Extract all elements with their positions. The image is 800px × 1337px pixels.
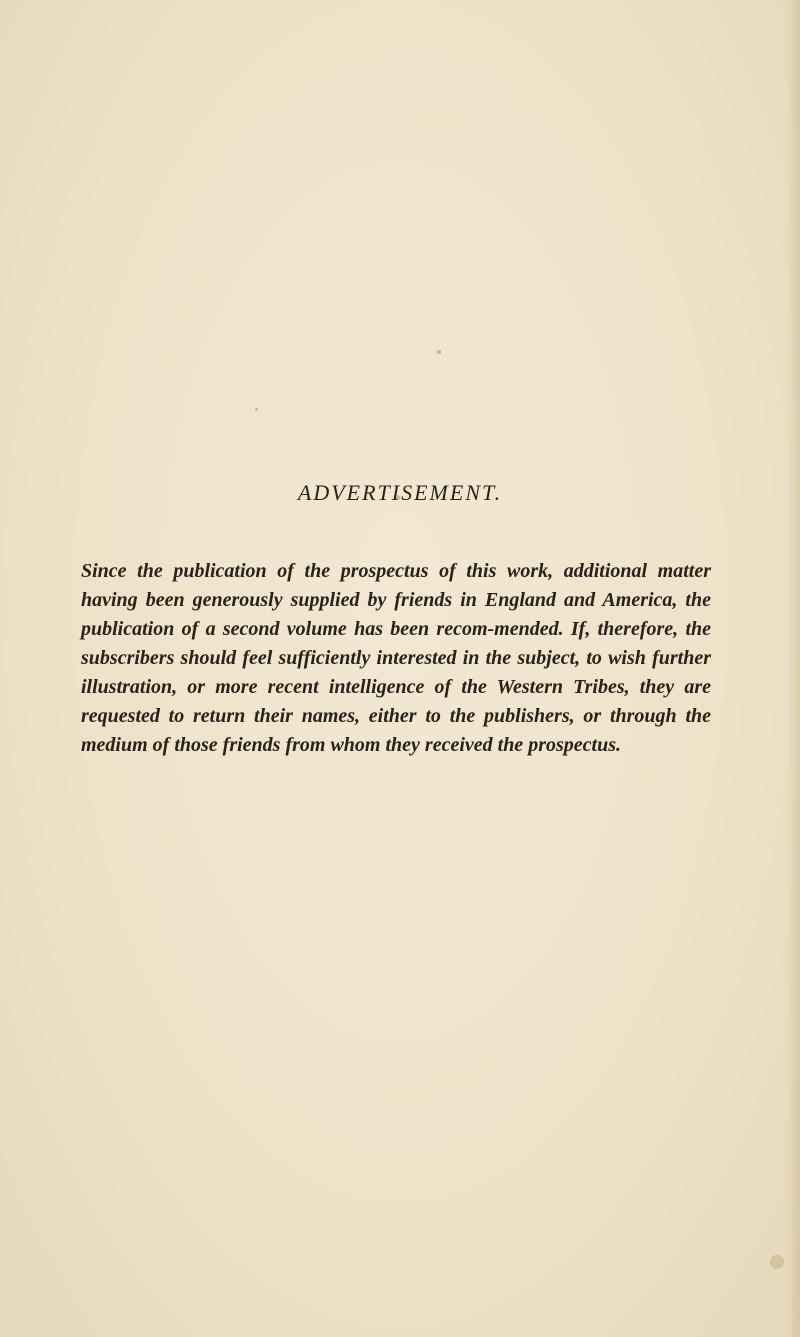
body-paragraph: Since the publication of the prospectus of this work, additional matter having been generously supplied by friends in England and America, the publication of a second volume has been recom-mended. If, therefore, the subscribers should feel sufficiently interested in the subject, to wish further illustration, or more recent intelligence of the Western Tribes, they are requested to return their names, either to the publishers, or through the medium of those friends from whom they received the prospectus. bbox=[81, 560, 711, 756]
paper-speck bbox=[255, 408, 258, 411]
paper-speck bbox=[437, 350, 441, 354]
page-edge-shadow bbox=[786, 0, 800, 1337]
page-title: ADVERTISEMENT. bbox=[297, 479, 503, 505]
paper-speck bbox=[770, 1255, 784, 1269]
